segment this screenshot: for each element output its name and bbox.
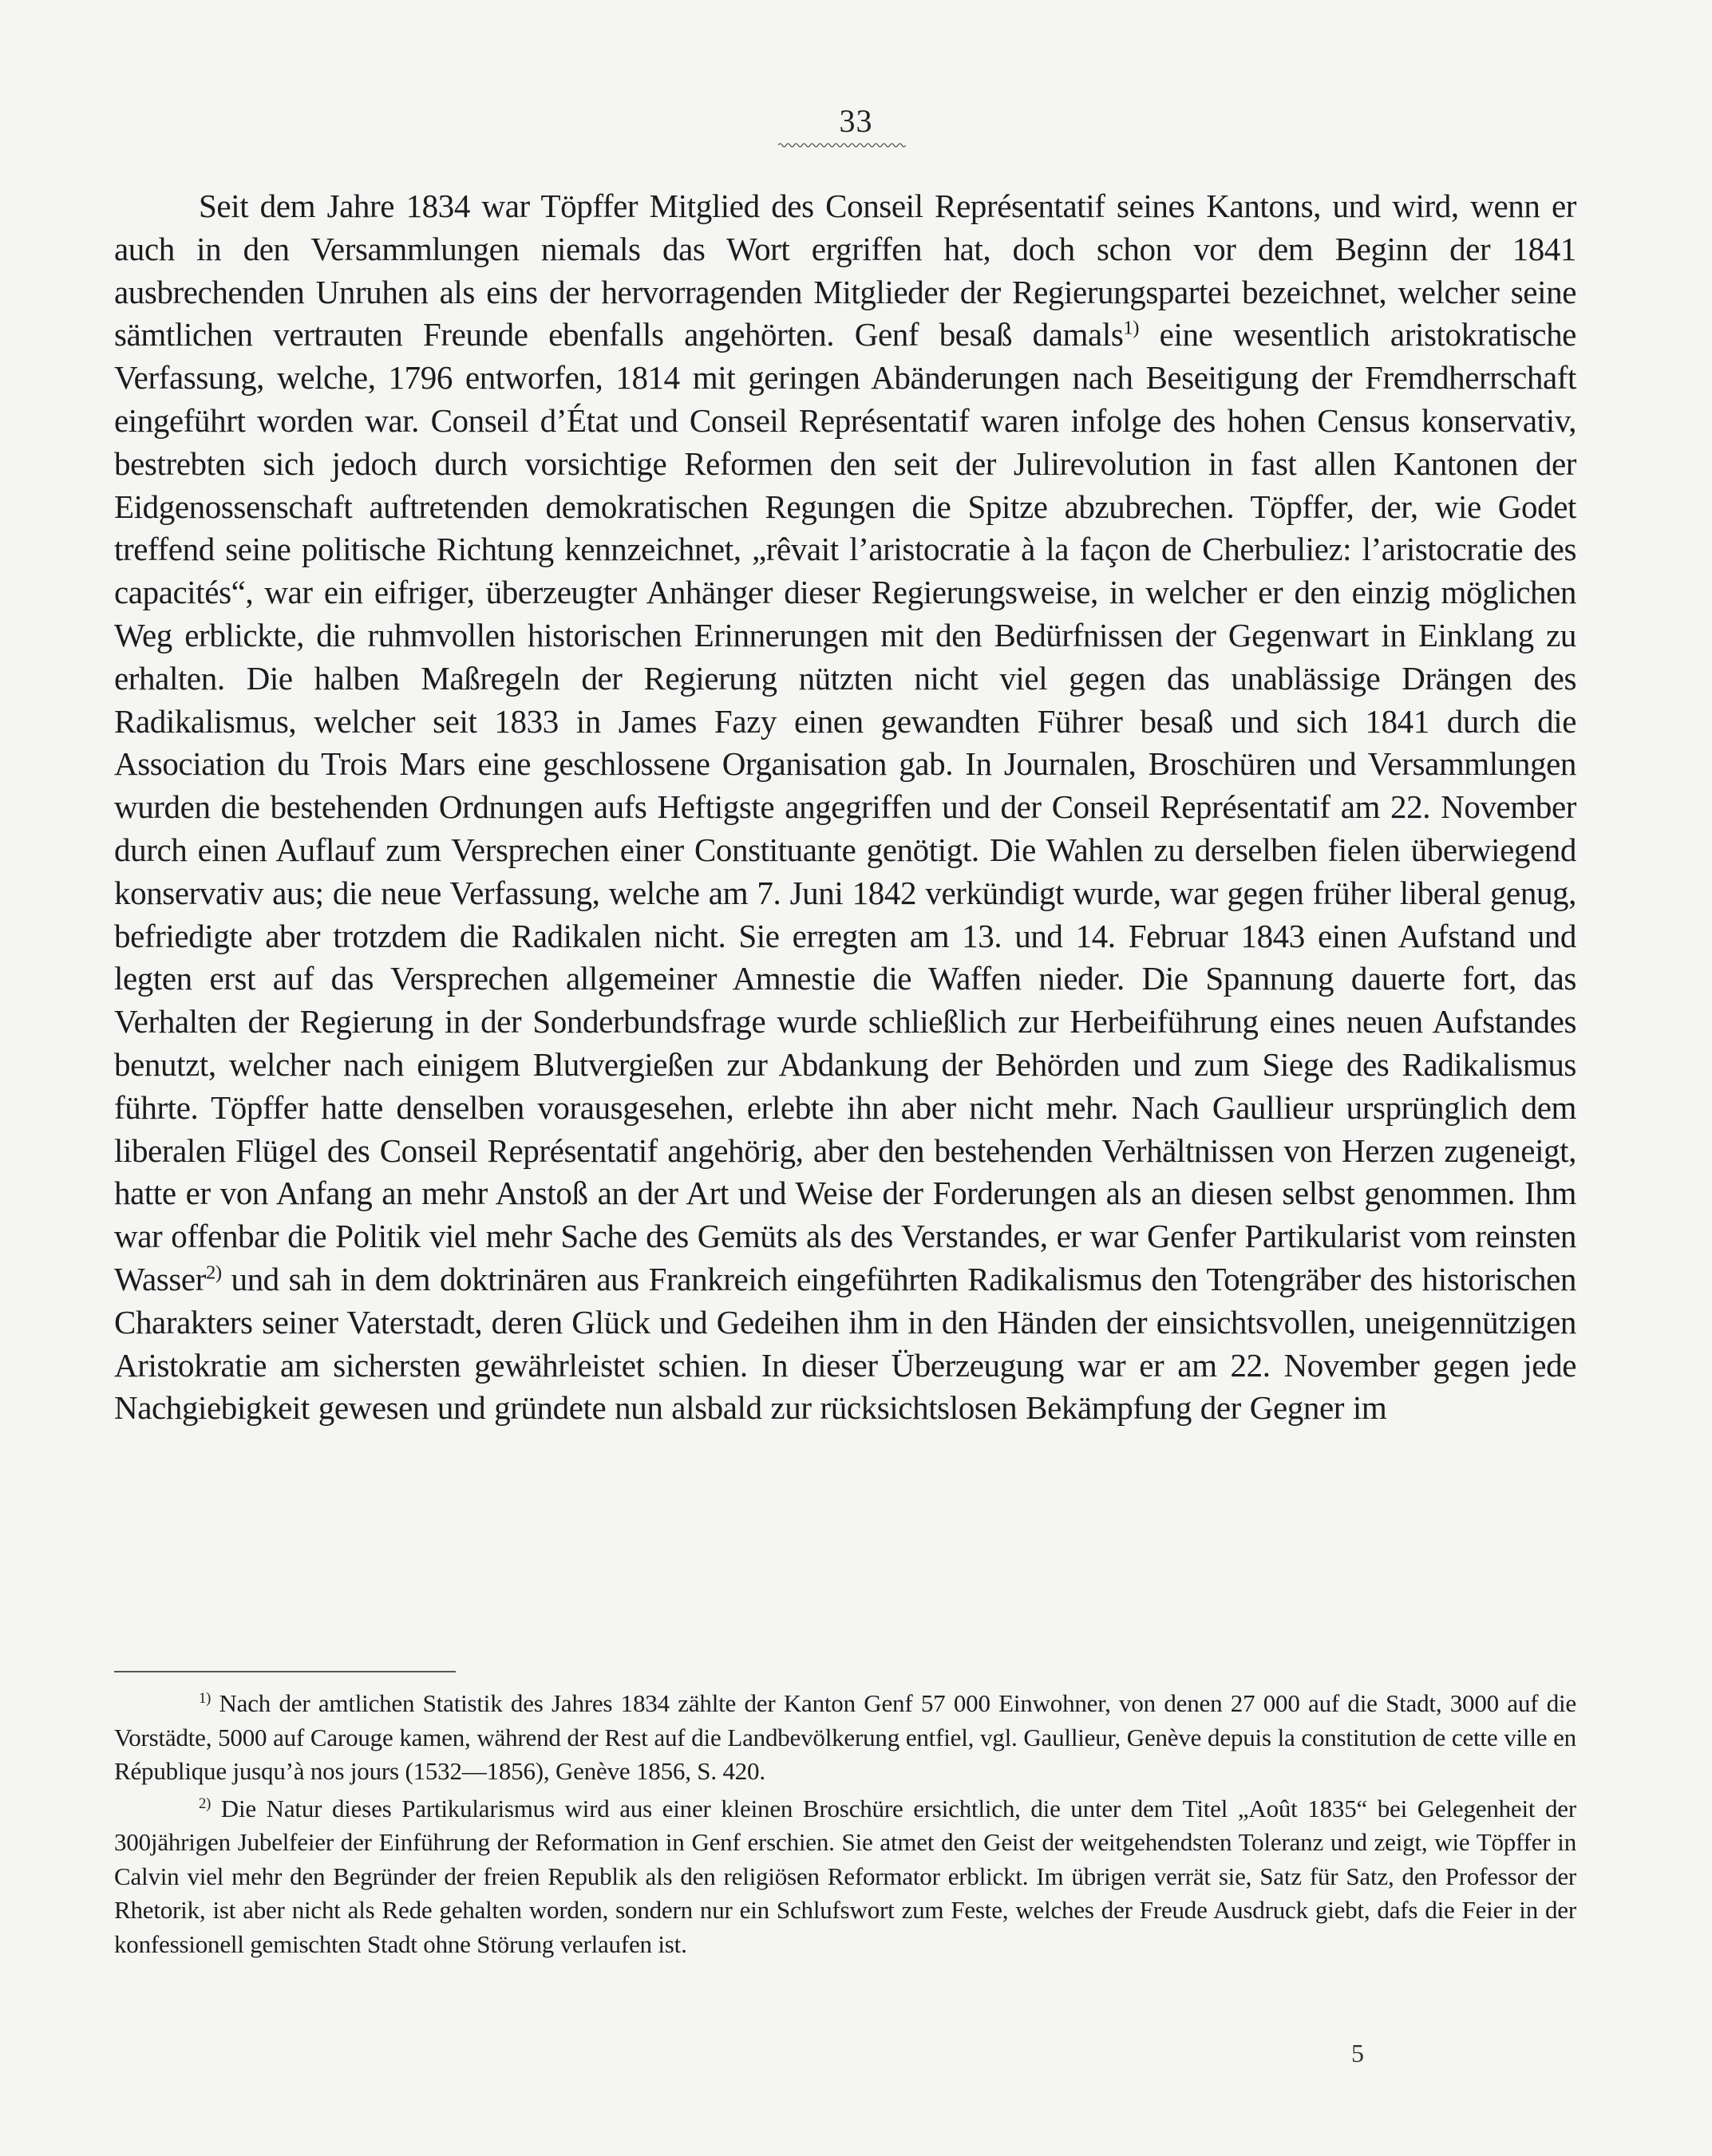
footnote-2 — [114, 1792, 1576, 1962]
wavy-rule-ornament — [778, 142, 906, 148]
text-segment: und sah in dem doktrinären aus Frankreich eingeführten Radikalismus den Totengräber des historischen Charakters seiner Vaterstadt, deren Glück und Gedeihen ihm in den Händen der einsichtsvollen, uneigennützigen Aristokratie am sichersten gewährleistet schien. In dieser Überzeugung war er am 22. November gegen jede Nachgiebigkeit gewesen und gründete nun alsbald zur rücksichtslosen Bekämpfung der Gegner im — [114, 1260, 1576, 1427]
footnote-separator — [114, 1671, 456, 1672]
main-text — [114, 185, 1576, 1430]
printer-signature-mark: 5 — [1351, 2039, 1364, 2067]
footnote-1 — [114, 1687, 1576, 1789]
text-segment: eine wesentlich aristokratische Verfassung, welche, 1796 entworfen, 1814 mit geringen Abänderungen nach Beseitigung der Fremdherrschaft eingeführt worden war. Conseil d’État und Conseil Représentatif waren infolge des hohen Census konservativ, bestrebten sich jedoch durch vorsichtige Reformen den seit der Julirevolution in fast allen Kantonen der Eidgenossenschaft auftretenden demokratischen Regungen die Spitze abzubrechen. Töpffer, der, wie Godet treffend seine politische Richtung kennzeichnet, „rêvait l’aristocratie à la façon de Cherbuliez: l’aristocratie des capacités“, war ein eifriger, überzeugter Anhänger dieser Regierungsweise, in welcher er den einzig möglichen Weg erblickte, die ruhmvollen historischen Erinnerungen mit den Bedürfnissen der Gegenwart in Einklang zu erhalten. Die halben Maßregeln der Regierung nützten nicht viel gegen das unablässige Drängen des Radikalismus, welcher seit 1833 in James Fazy einen gewandten Führer besaß und sich 1841 durch die Association du Trois Mars eine geschlossene Organisation gab. In Journalen, Broschüren und Versammlungen wurden die bestehenden Ordnungen aufs Heftigste angegriffen und der Conseil Représentatif am 22. November durch einen Auflauf zum Versprechen einer Constituante genötigt. Die Wahlen zu derselben fielen überwiegend konservativ aus; die neue Verfassung, welche am 7. Juni 1842 verkündigt wurde, war gegen früher liberal genug, befriedigte aber trotzdem die Radikalen nicht. Sie erregten am 13. und 14. Februar 1843 einen Aufstand und legten erst auf das Versprechen allgemeiner Amnestie die Waffen nieder. Die Spannung dauerte fort, das Verhalten der Regierung in der Sonderbundsfrage wurde schließlich zur Herbeiführung eines neuen Aufstandes benutzt, welcher nach einigem Blutvergießen zur Abdankung der Behörden und zum Siege des Radikalismus führte. Töpffer hatte denselben vorausgesehen, erlebte ihn aber nicht mehr. Nach Gaullieur ursprünglich dem liberalen Flügel des Conseil Représentatif angehörig, aber den bestehenden Verhältnissen von Herzen zugeneigt, hatte er von Anfang an mehr Anstoß an der Art und Weise der Forderungen als an diesen selbst genommen. Ihm war offenbar die Politik viel mehr Sache des Gemüts als des Verstandes, er war Genfer Partikularist vom reinsten Wasser — [114, 316, 1576, 1297]
paragraph — [114, 185, 1576, 1430]
footnote-marker: 1) — [199, 1689, 212, 1707]
footnote-text: Die Natur dieses Partikularismus wird aus einer kleinen Broschüre ersichtlich, die unter dem Titel „Août 1835“ bei Gelegenheit der 300jährigen Jubelfeier der Einführung der Reformation in Genf erschien. Sie atmet den Geist der weitgehendsten Toleranz und zeigt, wie Töpffer in Calvin viel mehr den Begründer der freien Republik als den religiösen Reformator erblickt. Im übrigen verrät sie, Satz für Satz, den Professor der Rhetorik, ist aber nicht als Rede gehalten worden, sondern nur ein Schlufswort zum Feste, welches der Freude Ausdruck giebt, dafs die Feier in der konfessionell gemischten Stadt ohne Störung verlaufen ist. — [114, 1794, 1576, 1958]
page-number: 33 — [839, 103, 873, 139]
footnotes — [114, 1687, 1576, 1964]
footnote-reference-2: 2) — [205, 1262, 222, 1284]
footnote-marker: 2) — [199, 1795, 212, 1812]
footnote-text: Nach der amtlichen Statistik des Jahres 1834 zählte der Kanton Genf 57 000 Einwohner, von denen 27 000 auf die Stadt, 3000 auf die Vorstädte, 5000 auf Carouge kamen, während der Rest auf die Landbevölkerung entfiel, vgl. Gaullieur, Genève depuis la constitution de cette ville en République jusqu’à nos jours (1532—1856), Genève 1856, S. 420. — [114, 1689, 1576, 1785]
text-segment: Seit dem Jahre 1834 war Töpffer Mitglied des Conseil Représentatif seines Kantons, und wird, wenn er auch in den Versammlungen niemals das Wort ergriffen hat, doch schon vor dem Beginn der 1841 ausbrechenden Unruhen als eins der hervorragenden Mitglieder der Regierungspartei bezeichnet, welcher seine sämtlichen vertrauten Freunde ebenfalls angehörten. Genf besaß damals — [114, 188, 1576, 353]
footnote-reference-1: 1) — [1123, 317, 1140, 339]
